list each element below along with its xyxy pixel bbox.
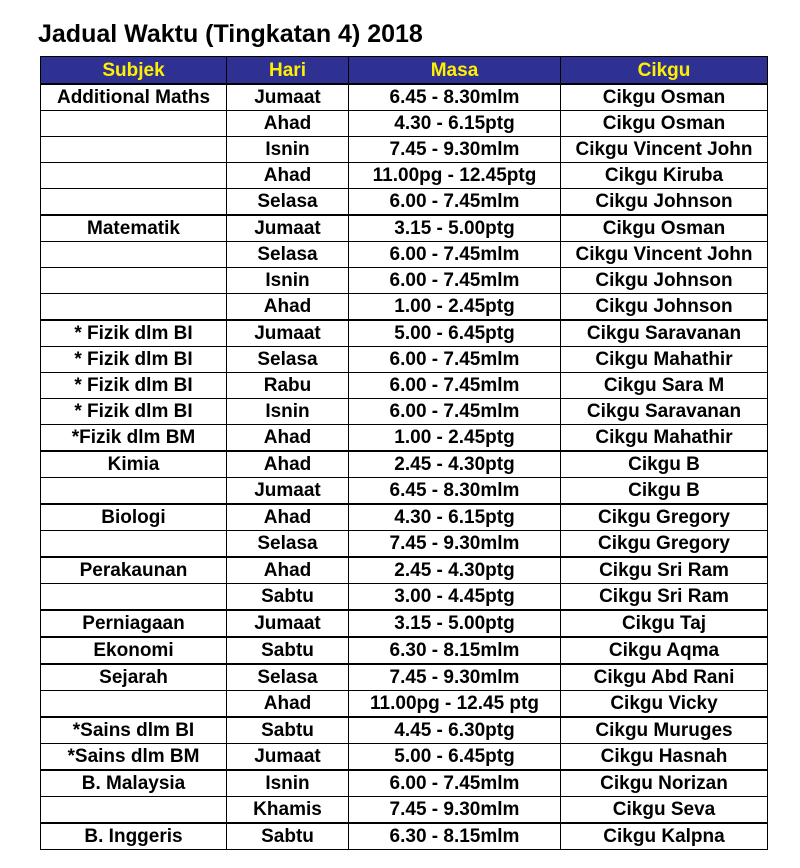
cell-cikgu: Cikgu Vincent John: [561, 137, 768, 163]
cell-subjek: * Fizik dlm BI: [41, 347, 227, 373]
cell-cikgu: Cikgu Johnson: [561, 268, 768, 294]
table-row: [41, 451, 768, 478]
cell-masa: 6.00 - 7.45mlm: [349, 347, 561, 373]
table-row: [41, 610, 768, 637]
cell-subjek: [41, 797, 227, 824]
table-row: [41, 664, 768, 691]
table-row: [41, 504, 768, 531]
cell-cikgu: Cikgu Muruges: [561, 717, 768, 744]
cell-cikgu: Cikgu Johnson: [561, 189, 768, 216]
table-body: [41, 84, 768, 850]
cell-masa: 6.00 - 7.45mlm: [349, 242, 561, 268]
cell-subjek: [41, 584, 227, 611]
cell-masa: 11.00pg - 12.45ptg: [349, 163, 561, 189]
table-row: [41, 163, 768, 189]
cell-cikgu: Cikgu Taj: [561, 610, 768, 637]
cell-subjek: [41, 242, 227, 268]
table-header-row: [41, 57, 768, 85]
cell-cikgu: Cikgu B: [561, 451, 768, 478]
table-row: [41, 744, 768, 771]
table-row: [41, 320, 768, 347]
cell-masa: 6.00 - 7.45mlm: [349, 373, 561, 399]
cell-subjek: Ekonomi: [41, 637, 227, 664]
cell-subjek: Kimia: [41, 451, 227, 478]
cell-subjek: Sejarah: [41, 664, 227, 691]
table-row: [41, 691, 768, 718]
cell-hari: Jumaat: [227, 744, 349, 771]
cell-subjek: *Sains dlm BM: [41, 744, 227, 771]
cell-subjek: *Sains dlm BI: [41, 717, 227, 744]
cell-hari: Sabtu: [227, 717, 349, 744]
table-row: [41, 111, 768, 137]
cell-subjek: [41, 691, 227, 718]
header-hari: Hari: [227, 57, 349, 85]
cell-hari: Jumaat: [227, 215, 349, 242]
cell-hari: Ahad: [227, 163, 349, 189]
cell-subjek: [41, 268, 227, 294]
cell-hari: Ahad: [227, 504, 349, 531]
cell-cikgu: Cikgu Saravanan: [561, 399, 768, 425]
cell-masa: 2.45 - 4.30ptg: [349, 557, 561, 584]
cell-cikgu: Cikgu Johnson: [561, 294, 768, 321]
table-row: [41, 637, 768, 664]
cell-hari: Ahad: [227, 294, 349, 321]
cell-cikgu: Cikgu Norizan: [561, 770, 768, 797]
header-cikgu: Cikgu: [561, 57, 768, 85]
cell-hari: Ahad: [227, 451, 349, 478]
cell-cikgu: Cikgu B: [561, 478, 768, 505]
cell-masa: 7.45 - 9.30mlm: [349, 664, 561, 691]
cell-hari: Ahad: [227, 425, 349, 452]
table-row: [41, 584, 768, 611]
cell-subjek: * Fizik dlm BI: [41, 399, 227, 425]
cell-hari: Selasa: [227, 664, 349, 691]
cell-hari: Jumaat: [227, 320, 349, 347]
cell-cikgu: Cikgu Kalpna: [561, 823, 768, 850]
table-row: [41, 373, 768, 399]
cell-subjek: [41, 478, 227, 505]
cell-masa: 6.00 - 7.45mlm: [349, 770, 561, 797]
cell-cikgu: Cikgu Mahathir: [561, 347, 768, 373]
cell-hari: Rabu: [227, 373, 349, 399]
cell-hari: Jumaat: [227, 610, 349, 637]
cell-cikgu: Cikgu Kiruba: [561, 163, 768, 189]
cell-subjek: [41, 189, 227, 216]
cell-hari: Selasa: [227, 242, 349, 268]
cell-subjek: Perakaunan: [41, 557, 227, 584]
cell-subjek: * Fizik dlm BI: [41, 320, 227, 347]
cell-masa: 6.00 - 7.45mlm: [349, 189, 561, 216]
cell-subjek: [41, 531, 227, 558]
cell-subjek: B. Inggeris: [41, 823, 227, 850]
cell-masa: 1.00 - 2.45ptg: [349, 294, 561, 321]
cell-masa: 6.45 - 8.30mlm: [349, 478, 561, 505]
cell-hari: Isnin: [227, 770, 349, 797]
cell-masa: 5.00 - 6.45ptg: [349, 744, 561, 771]
page-title: Jadual Waktu (Tingkatan 4) 2018: [38, 20, 423, 48]
table-row: [41, 717, 768, 744]
cell-hari: Sabtu: [227, 637, 349, 664]
table-row: [41, 478, 768, 505]
table-row: [41, 399, 768, 425]
cell-masa: 7.45 - 9.30mlm: [349, 137, 561, 163]
cell-hari: Jumaat: [227, 478, 349, 505]
table-row: [41, 215, 768, 242]
cell-masa: 2.45 - 4.30ptg: [349, 451, 561, 478]
table-row: [41, 84, 768, 111]
cell-hari: Selasa: [227, 531, 349, 558]
cell-cikgu: Cikgu Osman: [561, 215, 768, 242]
cell-subjek: Perniagaan: [41, 610, 227, 637]
cell-cikgu: Cikgu Aqma: [561, 637, 768, 664]
cell-masa: 6.45 - 8.30mlm: [349, 84, 561, 111]
cell-hari: Sabtu: [227, 584, 349, 611]
cell-cikgu: Cikgu Abd Rani: [561, 664, 768, 691]
table-row: [41, 347, 768, 373]
cell-subjek: Biologi: [41, 504, 227, 531]
cell-masa: 1.00 - 2.45ptg: [349, 425, 561, 452]
cell-hari: Jumaat: [227, 84, 349, 111]
timetable: [40, 56, 768, 850]
cell-subjek: B. Malaysia: [41, 770, 227, 797]
cell-masa: 3.00 - 4.45ptg: [349, 584, 561, 611]
table-row: [41, 797, 768, 824]
cell-subjek: Matematik: [41, 215, 227, 242]
cell-cikgu: Cikgu Seva: [561, 797, 768, 824]
cell-subjek: [41, 163, 227, 189]
cell-cikgu: Cikgu Mahathir: [561, 425, 768, 452]
cell-masa: 7.45 - 9.30mlm: [349, 797, 561, 824]
cell-subjek: Additional Maths: [41, 84, 227, 111]
cell-subjek: *Fizik dlm BM: [41, 425, 227, 452]
cell-cikgu: Cikgu Osman: [561, 111, 768, 137]
cell-masa: 6.00 - 7.45mlm: [349, 268, 561, 294]
cell-cikgu: Cikgu Hasnah: [561, 744, 768, 771]
cell-masa: 4.30 - 6.15ptg: [349, 504, 561, 531]
table-row: [41, 557, 768, 584]
cell-masa: 6.30 - 8.15mlm: [349, 637, 561, 664]
cell-subjek: [41, 111, 227, 137]
cell-masa: 3.15 - 5.00ptg: [349, 610, 561, 637]
cell-masa: 7.45 - 9.30mlm: [349, 531, 561, 558]
cell-hari: Ahad: [227, 111, 349, 137]
cell-hari: Ahad: [227, 557, 349, 584]
cell-cikgu: Cikgu Osman: [561, 84, 768, 111]
cell-cikgu: Cikgu Sara M: [561, 373, 768, 399]
cell-cikgu: Cikgu Vincent John: [561, 242, 768, 268]
cell-hari: Ahad: [227, 691, 349, 718]
cell-masa: 4.45 - 6.30ptg: [349, 717, 561, 744]
table-row: [41, 425, 768, 452]
cell-cikgu: Cikgu Sri Ram: [561, 557, 768, 584]
cell-masa: 6.30 - 8.15mlm: [349, 823, 561, 850]
cell-masa: 11.00pg - 12.45 ptg: [349, 691, 561, 718]
cell-cikgu: Cikgu Gregory: [561, 504, 768, 531]
table-row: [41, 770, 768, 797]
table-row: [41, 242, 768, 268]
cell-hari: Selasa: [227, 347, 349, 373]
table-row: [41, 294, 768, 321]
table-row: [41, 268, 768, 294]
cell-subjek: * Fizik dlm BI: [41, 373, 227, 399]
header-subjek: Subjek: [41, 57, 227, 85]
cell-hari: Khamis: [227, 797, 349, 824]
cell-masa: 4.30 - 6.15ptg: [349, 111, 561, 137]
table-row: [41, 531, 768, 558]
cell-cikgu: Cikgu Gregory: [561, 531, 768, 558]
cell-hari: Sabtu: [227, 823, 349, 850]
table-row: [41, 823, 768, 850]
cell-masa: 3.15 - 5.00ptg: [349, 215, 561, 242]
header-masa: Masa: [349, 57, 561, 85]
cell-masa: 5.00 - 6.45ptg: [349, 320, 561, 347]
cell-cikgu: Cikgu Vicky: [561, 691, 768, 718]
cell-cikgu: Cikgu Sri Ram: [561, 584, 768, 611]
cell-masa: 6.00 - 7.45mlm: [349, 399, 561, 425]
cell-hari: Isnin: [227, 268, 349, 294]
table-row: [41, 137, 768, 163]
cell-subjek: [41, 294, 227, 321]
cell-hari: Selasa: [227, 189, 349, 216]
cell-hari: Isnin: [227, 137, 349, 163]
table-row: [41, 189, 768, 216]
cell-hari: Isnin: [227, 399, 349, 425]
cell-cikgu: Cikgu Saravanan: [561, 320, 768, 347]
cell-subjek: [41, 137, 227, 163]
